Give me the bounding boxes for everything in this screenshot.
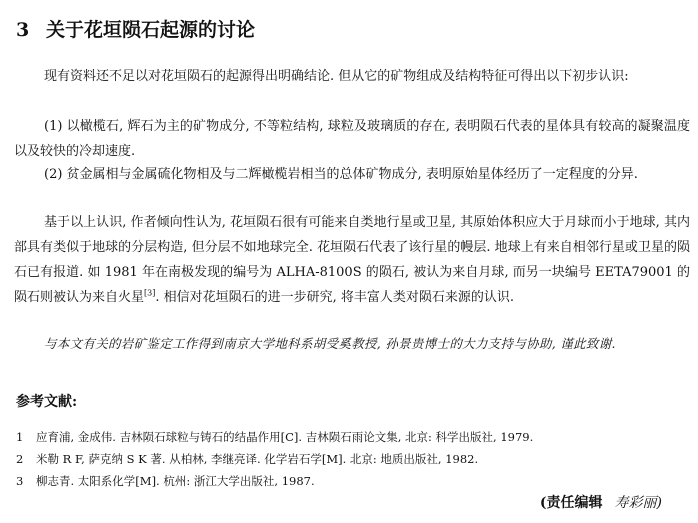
section-heading xyxy=(16,17,255,43)
reference-number: 3 xyxy=(16,474,24,488)
editor-name: 寿彩丽) xyxy=(614,495,662,511)
reference-text: 应育浦, 金成伟. 吉林陨石球粒与铸石的结晶作用[C]. 吉林陨石雨论文集, 北京: 科学出版社, 1979. xyxy=(36,430,534,444)
reference-item xyxy=(16,470,686,492)
paragraph-intro: 现有资料还不足以对花垣陨石的起源得出明确结论. 但从它的矿物组成及结构特征可得出以下初步认识: xyxy=(44,69,629,84)
reference-number: 2 xyxy=(16,452,24,466)
reference-item xyxy=(16,448,686,470)
reference-number: 1 xyxy=(16,430,24,444)
paragraph-point-1: (1) 以橄榄石, 辉石为主的矿物成分, 不等粒结构, 球粒及玻璃质的存在, 表明陨石代表的星体具有较高的凝聚温度以及较快的冷却速度. xyxy=(14,119,690,159)
citation-marker: [3] xyxy=(144,288,156,298)
paragraph-conclusion xyxy=(14,210,690,310)
section-title: 关于花垣陨石起源的讨论 xyxy=(46,19,256,41)
reference-item xyxy=(16,426,686,448)
reference-list xyxy=(16,426,686,492)
responsible-editor xyxy=(540,493,662,513)
references-heading: 参考文献: xyxy=(16,394,78,410)
paragraph-conclusion-tail: . 相信对花垣陨石的进一步研究, 将丰富人类对陨石来源的认识. xyxy=(155,290,515,305)
paragraph-point-2: (2) 贫金属相与金属硫化物相及与二辉橄榄岩相当的总体矿物成分, 表明原始星体经历了一定程度的分异. xyxy=(44,167,638,182)
reference-text: 柳志青. 太阳系化学[M]. 杭州: 浙江大学出版社, 1987. xyxy=(36,474,315,488)
paragraph-conclusion-body: 基于以上认识, 作者倾向性认为, 花垣陨石很有可能来自类地行星或卫星, 其原始体积应大于月球而小于地球, 其内部具有类似于地球的分层构造, 但分层不如地球完全. 花垣陨石代表了该行星的幔层. 地球上有来自相邻行星或卫星的陨石已有报道. 如 1981 年在南极发现的编号为 ALHA-8100S 的陨石, 被认为来自月球, 而另一块编号 EETA79001 的陨石则被认为来自火星 xyxy=(14,215,690,305)
editor-label: (责任编辑 xyxy=(539,495,603,511)
acknowledgement: 与本文有关的岩矿鉴定工作得到南京大学地科系胡受奚教授, 孙景贵博士的大力支持与协助, 谨此致谢. xyxy=(44,336,616,351)
section-number: 3 xyxy=(16,19,30,41)
reference-text: 米勒 R F, 萨克纳 S K 著. 从柏林, 李继亮译. 化学岩石学[M]. 北京: 地质出版社, 1982. xyxy=(36,452,479,466)
